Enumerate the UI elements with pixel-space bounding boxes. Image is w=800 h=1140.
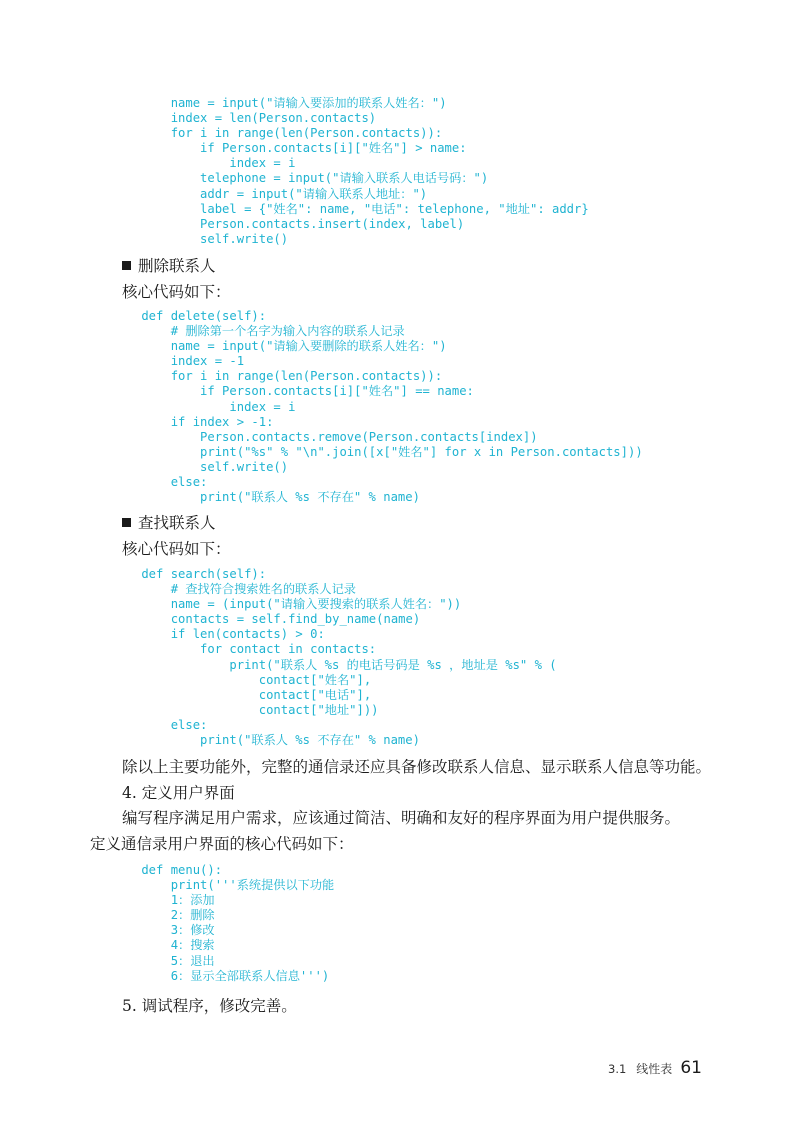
code-line: index = len(Person.contacts): [112, 111, 377, 126]
code-line: print('''系统提供以下功能: [112, 878, 335, 893]
code-line: contact["地址"])): [112, 702, 379, 717]
page-footer: [608, 1058, 702, 1078]
code-line: self.write(): [112, 459, 289, 474]
code-line: name = (input("请输入要搜索的联系人姓名：")): [112, 597, 462, 612]
code-line: 1：添加: [112, 893, 215, 908]
code-line: 2：删除: [112, 908, 215, 923]
code-block-delete: [112, 309, 643, 505]
code-line: 5：退出: [112, 953, 215, 968]
heading-text: 删除联系人: [138, 257, 216, 275]
code-line: if index > -1:: [112, 414, 274, 429]
code-line: def search(self):: [112, 567, 267, 581]
section-heading-search: [122, 513, 216, 533]
paragraph-ui-line1: 编写程序满足用户需求，应该通过简洁、明确和友好的程序界面为用户提供服务。: [122, 809, 681, 827]
section-heading-delete: [122, 256, 216, 276]
code-line: print("%s" % "\n".join([x["姓名"] for x in Person.contacts])): [112, 444, 643, 459]
code-line: Person.contacts.remove(Person.contacts[index]): [112, 429, 538, 444]
code-line: name = input("请输入要删除的联系人姓名："): [112, 339, 447, 354]
code-line: # 查找符合搜索姓名的联系人记录: [112, 582, 356, 597]
code-line: print("联系人 %s 的电话号码是 %s ，地址是 %s" % (: [112, 657, 557, 672]
code-line: if Person.contacts[i]["姓名"] > name:: [112, 141, 467, 156]
code-line: for contact in contacts:: [112, 642, 377, 657]
code-line: contact["电话"],: [112, 687, 372, 702]
code-line: if Person.contacts[i]["姓名"] == name:: [112, 384, 474, 399]
code-block-menu: [112, 863, 334, 984]
code-line: print("联系人 %s 不存在" % name): [112, 733, 420, 748]
core-code-label: 核心代码如下：: [122, 540, 231, 558]
code-line: for i in range(len(Person.contacts)):: [112, 369, 443, 384]
code-line: def menu():: [112, 863, 223, 877]
code-line: Person.contacts.insert(index, label): [112, 216, 465, 231]
code-line: def delete(self):: [112, 309, 267, 323]
step4-heading: 4. 定义用户界面: [122, 784, 235, 802]
code-line: telephone = input("请输入联系人电话号码："): [112, 171, 489, 186]
code-line: for i in range(len(Person.contacts)):: [112, 126, 443, 141]
code-line: 3：修改: [112, 923, 215, 938]
paragraph-other-features: 除以上主要功能外，完整的通信录还应具备修改联系人信息、显示联系人信息等功能。: [122, 758, 712, 776]
code-line: 4：搜索: [112, 938, 215, 953]
page-number: 61: [680, 1058, 702, 1078]
paragraph-ui-line2: 定义通信录用户界面的核心代码如下：: [90, 835, 354, 853]
code-line: index = i: [112, 399, 296, 414]
code-line: print("联系人 %s 不存在" % name): [112, 490, 420, 505]
code-block-insert: [112, 96, 589, 247]
square-bullet-icon: [122, 518, 131, 527]
code-line: index = -1: [112, 354, 245, 369]
core-code-label: 核心代码如下：: [122, 283, 231, 301]
code-line: if len(contacts) > 0:: [112, 627, 325, 642]
code-line: else:: [112, 475, 208, 490]
footer-section-title: 线性表: [636, 1062, 673, 1076]
code-line: addr = input("请输入联系人地址："): [112, 186, 428, 201]
code-block-search: [112, 567, 557, 748]
code-line: # 删除第一个名字为输入内容的联系人记录: [112, 324, 405, 339]
step5-heading: 5. 调试程序，修改完善。: [122, 997, 297, 1015]
code-line: name = input("请输入要添加的联系人姓名："): [112, 96, 447, 110]
code-line: contacts = self.find_by_name(name): [112, 612, 421, 627]
footer-section-number: 3.1: [608, 1062, 627, 1076]
code-line: else:: [112, 717, 208, 732]
square-bullet-icon: [122, 261, 131, 270]
heading-text: 查找联系人: [138, 514, 216, 532]
code-line: label = {"姓名": name, "电话": telephone, "地址": addr}: [112, 201, 589, 216]
code-line: self.write(): [112, 231, 289, 246]
code-line: index = i: [112, 156, 296, 171]
code-line: 6：显示全部联系人信息'''): [112, 968, 330, 983]
code-line: contact["姓名"],: [112, 672, 372, 687]
